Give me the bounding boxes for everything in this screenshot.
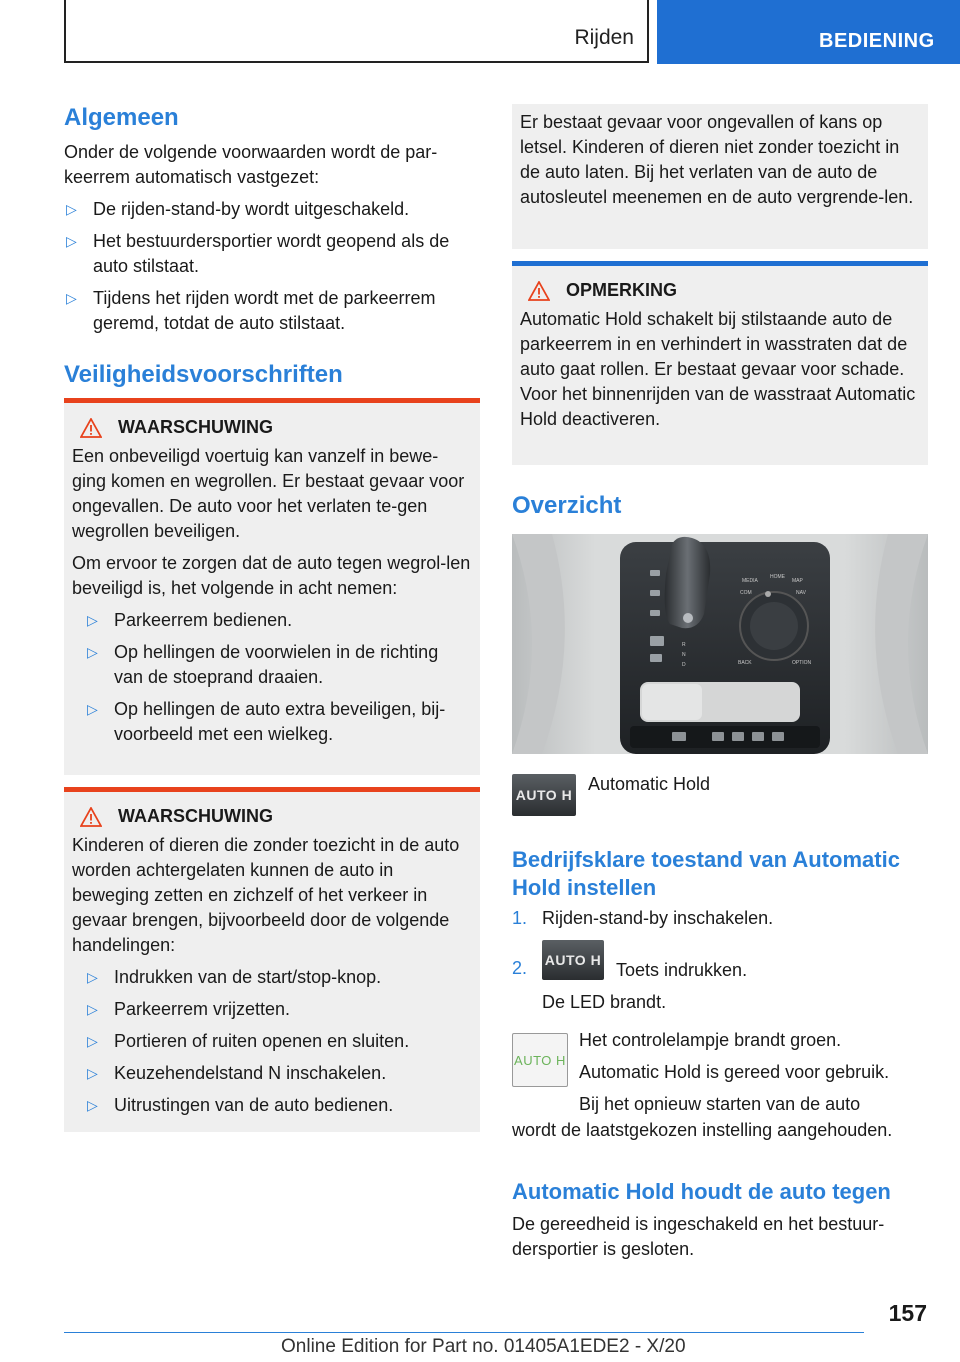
- svg-text:MEDIA: MEDIA: [742, 578, 758, 584]
- header-frame: [64, 0, 649, 63]
- list-item: ▷ Tijdens het rijden wordt met de parkeerrem geremd, totdat de auto stilstaat.: [66, 288, 436, 333]
- warning-continuation-box: [512, 104, 928, 249]
- list-item: ▷ Op hellingen de voorwielen in de richting van de stoeprand draaien.: [87, 642, 439, 687]
- note-text: Automatic Hold schakelt bij stilstaande auto de parkeerrem in en verhindert in wasstraten dat de auto gaat rollen. Er bestaat gevaar voor schade. Voor het binnenrijden van de wasstraat Automatic Hold deactiveren.: [520, 309, 916, 429]
- step-2-number: 2.: [512, 958, 528, 978]
- svg-text:MAP: MAP: [792, 578, 803, 584]
- warning-triangle-icon: [528, 281, 550, 301]
- list-item: ▷ Het bestuurdersportier wordt geopend als de auto stilstaat.: [66, 231, 450, 276]
- list-item: ▷ Parkeerrem vrijzetten.: [85, 997, 472, 1022]
- warning-continuation-text: Er bestaat gevaar voor ongevallen of kans op letsel. Kinderen of dieren niet zonder toezicht in de auto laten. Bij het verlaten van de auto de autosleutel meenemen en de auto vergrende-len.: [520, 112, 914, 207]
- page-header: [0, 0, 960, 66]
- list-item: ▷ Op hellingen de auto extra beveiligen, bij-voorbeeld met een wielkeg.: [87, 699, 446, 744]
- list-item: ▷ De rijden-stand-by wordt uitgeschakeld.: [64, 197, 480, 222]
- triangle-bullet-icon: ▷: [87, 1065, 98, 1081]
- svg-text:N: N: [682, 652, 686, 658]
- triangle-bullet-icon: ▷: [66, 233, 77, 249]
- algemeen-intro: Onder de volgende voorwaarden wordt de par-keerrem automatisch vastgezet:: [64, 142, 438, 187]
- triangle-bullet-icon: ▷: [87, 969, 98, 985]
- triangle-bullet-icon: ▷: [87, 1001, 98, 1017]
- warning-box-2: [64, 787, 480, 1132]
- warning-box-1: [64, 398, 480, 775]
- header-section: Rijden: [574, 26, 634, 49]
- list-item: ▷ Keuzehendelstand N inschakelen.: [85, 1061, 472, 1086]
- center-console-photo: [512, 534, 928, 754]
- svg-text:HOME: HOME: [770, 574, 785, 580]
- auto-hold-indicator-lamp-icon: AUTO H: [512, 1033, 568, 1087]
- list-item: ▷ Indrukken van de start/stop-knop.: [85, 965, 472, 990]
- auto-hold-button-icon: AUTO H: [512, 774, 576, 816]
- triangle-bullet-icon: ▷: [66, 201, 77, 217]
- lamp-line-1: Het controlelampje brandt groen.: [579, 1030, 842, 1050]
- footer-divider: [64, 1332, 864, 1333]
- note-title: OPMERKING: [528, 280, 920, 301]
- warning-text-2: Om ervoor te zorgen dat de auto tegen wegrol-len beveiligd is, het volgende in acht nemen:: [72, 553, 471, 598]
- svg-text:BACK: BACK: [738, 660, 752, 666]
- warning-list-2: [72, 965, 472, 1118]
- svg-text:D: D: [682, 662, 686, 668]
- center-console-illustration: [512, 534, 928, 754]
- lamp-line-4: wordt de laatstgekozen instelling aangehouden.: [512, 1120, 893, 1140]
- houdt-text: De gereedheid is ingeschakeld en het bestuur-dersportier is gesloten.: [512, 1214, 885, 1259]
- warning-triangle-icon: [80, 807, 102, 827]
- triangle-bullet-icon: ▷: [87, 612, 98, 628]
- lamp-line-2: Automatic Hold is gereed voor gebruik.: [579, 1062, 890, 1082]
- svg-text:NAV: NAV: [796, 590, 806, 596]
- warning-list-1: [72, 608, 472, 747]
- page-number: 157: [888, 1300, 927, 1326]
- svg-text:OPTION: OPTION: [792, 660, 812, 666]
- triangle-bullet-icon: ▷: [66, 290, 77, 306]
- list-item: ▷ Parkeerrem bedienen.: [85, 608, 472, 633]
- triangle-bullet-icon: ▷: [87, 701, 98, 717]
- list-item: ▷ Portieren of ruiten openen en sluiten.: [85, 1029, 472, 1054]
- heading-veiligheid: Veiligheidsvoorschriften: [64, 361, 343, 388]
- warning-text-1: Een onbeveiligd voertuig kan vanzelf in bewe-ging komen en wegrollen. Er bestaat gevaar voor ongevallen. De auto voor het verlaten te-gen wegrollen beveiligen.: [72, 446, 465, 541]
- heading-overzicht: Overzicht: [512, 492, 622, 519]
- warning-triangle-icon: [80, 418, 102, 438]
- lamp-line-3: Bij het opnieuw starten van de auto: [579, 1094, 861, 1114]
- led-text: De LED brandt.: [542, 992, 667, 1012]
- heading-algemeen: Algemeen: [64, 104, 179, 131]
- triangle-bullet-icon: ▷: [87, 1033, 98, 1049]
- auto-hold-caption: Automatic Hold: [588, 774, 711, 794]
- warning-text: Kinderen of dieren die zonder toezicht in de auto worden achtergelaten kunnen de auto in beweging zetten en zichzelf of het verkeer in gevaar brengen, bijvoorbeeld door de volgende handelingen:: [72, 835, 460, 955]
- svg-text:R: R: [682, 642, 686, 648]
- svg-text:COM: COM: [740, 590, 752, 596]
- warning-title: WAARSCHUWING: [80, 417, 472, 438]
- algemeen-list: [64, 197, 480, 343]
- heading-houdt: Automatic Hold houdt de auto tegen: [512, 1179, 891, 1204]
- triangle-bullet-icon: ▷: [87, 644, 98, 660]
- note-box: [512, 261, 928, 465]
- triangle-bullet-icon: ▷: [87, 1097, 98, 1113]
- steps-list: [512, 906, 928, 931]
- warning-title: WAARSCHUWING: [80, 806, 472, 827]
- heading-bedrijfsklare: Bedrijfsklare toestand van Automatic Hold instellen: [512, 847, 900, 900]
- header-chapter: BEDIENING: [657, 0, 960, 64]
- auto-hold-button-icon: AUTO H: [542, 940, 604, 980]
- step-2-text: Toets indrukken.: [616, 960, 748, 980]
- footer-edition: Online Edition for Part no. 01405A1EDE2 - X/20: [281, 1336, 686, 1357]
- list-item: ▷ Uitrustingen van de auto bedienen.: [85, 1093, 472, 1118]
- step-item: 1. Rijden-stand-by inschakelen.: [512, 908, 774, 928]
